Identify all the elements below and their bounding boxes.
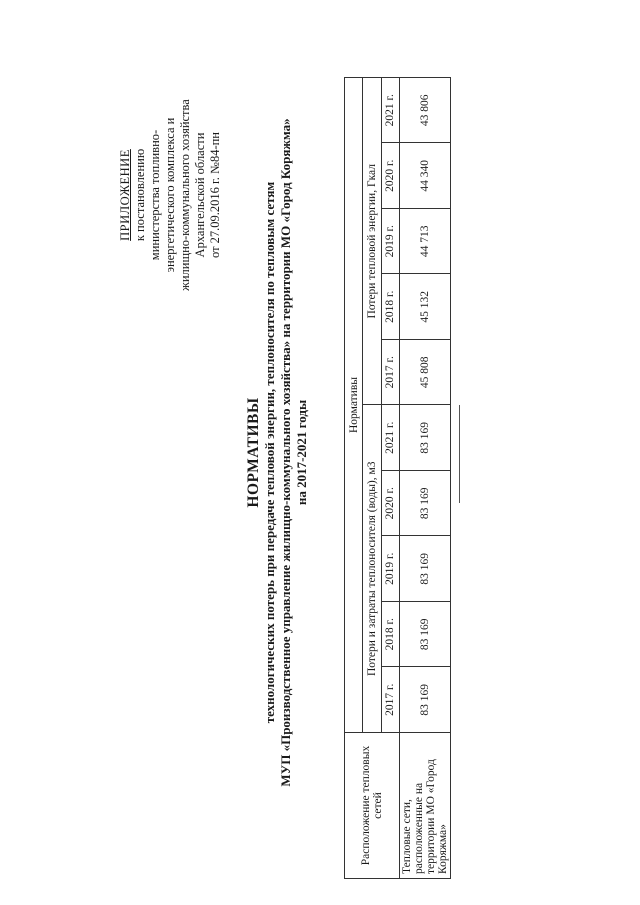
appendix-line: Архангельской области — [193, 132, 207, 258]
value-cell: 43 806 — [400, 78, 451, 144]
value-cell: 83 169 — [400, 471, 451, 537]
value-cell: 45 132 — [400, 274, 451, 340]
value-cell: 83 169 — [400, 602, 451, 668]
appendix-line: от 27.09.2016 г. №84-пн — [208, 132, 222, 258]
title-main: НОРМАТИВЫ — [245, 397, 262, 508]
year-header: 2019 г. — [381, 536, 399, 602]
value-cell: 44 340 — [400, 143, 451, 209]
table-row — [400, 78, 451, 879]
year-header: 2018 г. — [381, 274, 399, 340]
year-header: 2021 г. — [381, 405, 399, 471]
year-header: 2019 г. — [381, 209, 399, 275]
document-title — [246, 80, 310, 825]
water-losses-header: Потери и затраты теплоносителя (воды), м3 — [363, 405, 381, 733]
location-cell: Тепловые сети, расположенные на территории МО «Город Коряжма» — [400, 733, 451, 879]
year-header: 2017 г. — [381, 667, 399, 733]
year-header: 2021 г. — [381, 78, 399, 144]
value-cell: 83 169 — [400, 536, 451, 602]
appendix-line: министерства топливно- — [148, 129, 162, 261]
norms-header: Нормативы — [345, 78, 363, 733]
value-cell: 45 808 — [400, 340, 451, 406]
year-header: 2017 г. — [381, 340, 399, 406]
appendix-line: жилищно-коммунального хозяйства — [178, 99, 192, 291]
title-line-3: на 2017-2021 годы — [294, 399, 309, 506]
appendix-line: к постановлению — [133, 148, 147, 242]
title-line-1: технологических потерь при передаче тепловой энергии, теплоносителя по тепловым сетям — [262, 181, 277, 724]
norms-table — [344, 77, 451, 879]
year-header: 2020 г. — [381, 471, 399, 537]
appendix-block — [118, 45, 223, 345]
heat-losses-header: Потери тепловой энергии, Гкал — [363, 78, 381, 406]
title-line-2: МУП «Производственное управление жилищно-коммунального хозяйства» на территории МО «Город Коряжма» — [278, 118, 293, 787]
year-header: 2020 г. — [381, 143, 399, 209]
appendix-line: энергетического комплекса и — [163, 117, 177, 273]
value-cell: 44 713 — [400, 209, 451, 275]
divider-line — [459, 405, 460, 503]
location-column-header: Расположение тепловых сетей — [345, 733, 400, 879]
value-cell: 83 169 — [400, 667, 451, 733]
year-header: 2018 г. — [381, 602, 399, 668]
appendix-heading: ПРИЛОЖЕНИЕ — [118, 149, 132, 241]
value-cell: 83 169 — [400, 405, 451, 471]
